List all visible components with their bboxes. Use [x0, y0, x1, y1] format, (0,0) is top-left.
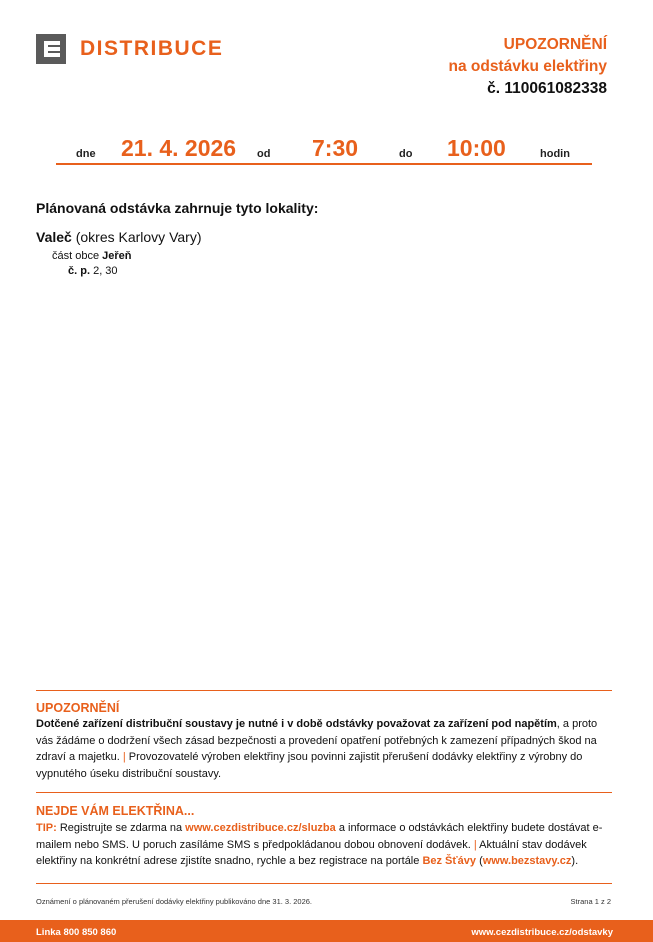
tip-body-3: Aktuální stav dodávek elektřiny na konkrétní adrese zjistíte snadno, rychle a bez registrace na portále [36, 838, 587, 868]
tip-body-1: Registrujte se zdarma na [56, 822, 186, 834]
localities-title: Plánovaná odstávka zahrnuje tyto lokality: [36, 200, 319, 216]
portal-name: Bez Šťávy [422, 855, 477, 868]
outages-link[interactable]: www.cezdistribuce.cz/odstavky [471, 927, 613, 938]
tip-text [36, 820, 612, 870]
service-link[interactable]: www.cezdistribuce.cz/sluzba [185, 822, 336, 834]
to-time: 10:00 [447, 135, 506, 161]
warning-title: UPOZORNĚNÍ [36, 701, 120, 715]
hotline: Linka 800 850 860 [36, 927, 117, 938]
page-number: Strana 1 z 2 [570, 897, 611, 906]
part-name: Jeřeň [102, 250, 132, 262]
divider [36, 883, 612, 884]
notice-subtitle: na odstávku elektřiny [448, 58, 607, 75]
house-numbers: 2, 30 [90, 265, 118, 277]
tip-body-2: a informace o odstávkách elektřiny budete dostávat e-mailem nebo SMS. U poruch zasíláme SMS s předpokládanou dobou obnovení dodávek. [36, 822, 603, 851]
tip-body-4: ( [476, 855, 483, 868]
footer-bar [0, 920, 653, 942]
bezstavy-link[interactable]: www.bezstavy.cz [482, 855, 572, 868]
from-time: 7:30 [312, 135, 359, 161]
day-label: dne [76, 148, 96, 160]
warning-bold-text: Dotčené zařízení distribuční soustavy je nutné i v době odstávky považovat za zařízení pod napětím [36, 718, 557, 730]
outage-date: 21. 4. 2026 [121, 135, 237, 161]
divider [36, 792, 612, 793]
cez-logo-icon [36, 34, 66, 64]
outage-schedule [56, 133, 592, 165]
notice-header [448, 34, 607, 100]
brand-name: DISTRIBUCE [80, 37, 224, 60]
divider [36, 690, 612, 691]
locality-part [52, 250, 132, 262]
notice-number: č. 110061082338 [487, 80, 607, 97]
town-name: Valeč [36, 229, 72, 245]
warning-body: , a proto vás žádáme o dodržení všech zásad bezpečnosti a provedení opatření potřebných k zamezení případných škod na zdraví a majetku. [36, 718, 598, 764]
publication-note: Oznámení o plánovaném přerušení dodávky elektřiny publikováno dne 31. 3. 2026. [36, 897, 313, 906]
tip-title: NEJDE VÁM ELEKTŘINA... [36, 804, 195, 818]
separator: | [473, 838, 477, 851]
hours-label: hodin [540, 148, 570, 160]
to-label: do [399, 148, 413, 160]
warning-body-2: Provozovatelé výroben elektřiny jsou povinni zajistit přerušení dodávky elektřiny z výrobny do vypnutého úseku distribuční soustavy. [36, 751, 583, 780]
notice-title: UPOZORNĚNÍ [503, 36, 607, 53]
locality-houses [68, 265, 118, 277]
town-district: (okres Karlovy Vary) [71, 229, 202, 245]
from-label: od [257, 148, 271, 160]
company-logo [36, 34, 223, 64]
warning-text [36, 716, 612, 782]
locality-town [36, 229, 202, 245]
tip-body-5: ). [571, 855, 579, 868]
separator: | [122, 751, 126, 764]
part-label: část obce [52, 250, 103, 262]
houses-label: č. p. [68, 265, 91, 277]
tip-label: TIP: [36, 822, 57, 834]
